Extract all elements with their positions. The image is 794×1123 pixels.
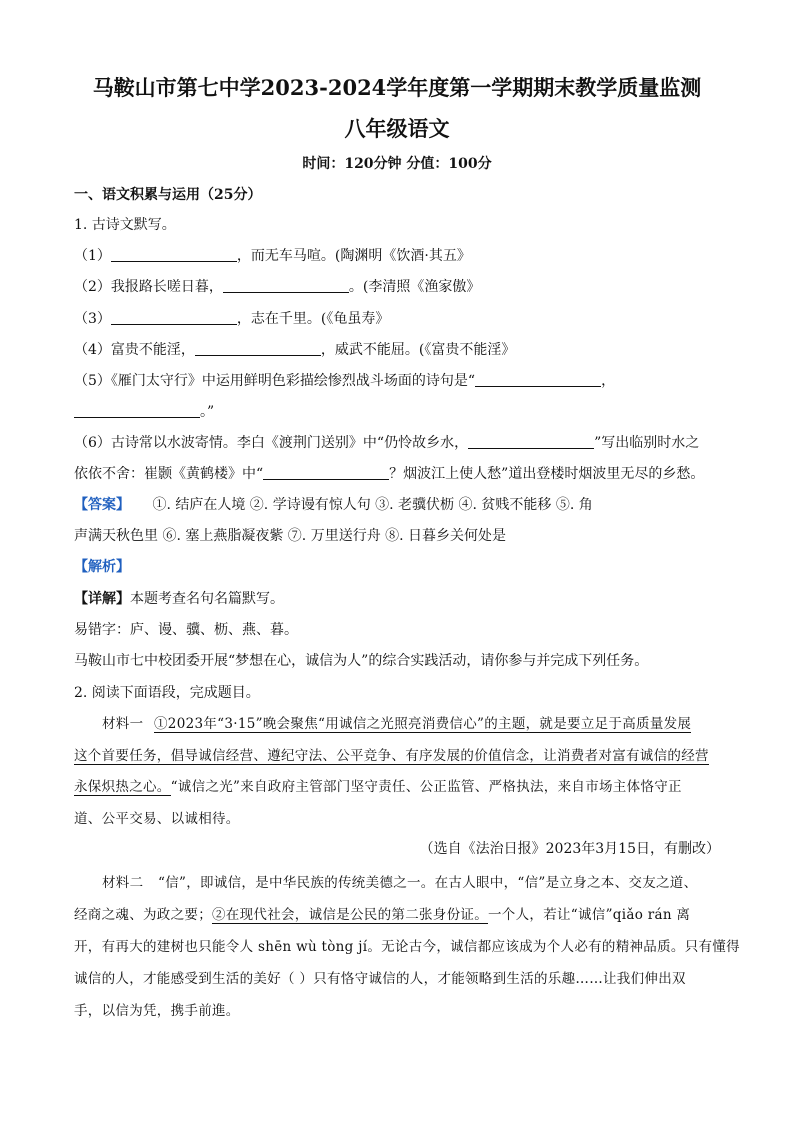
exam-meta: 时间：120分钟 分值：100分 — [302, 156, 492, 172]
item-text: （2）我报路长嗟日暮， — [74, 279, 223, 295]
question-1-item-1 — [74, 245, 471, 265]
question-1-item-4 — [74, 339, 515, 359]
detail-line — [74, 588, 284, 608]
item-text: ”写出临别时水之 — [594, 435, 700, 451]
item-text: 。(李清照《渔家傲》 — [348, 279, 481, 295]
typo-note: 易错字：庐、谩、骥、枥、燕、暮。 — [74, 622, 298, 638]
question-1-item-2 — [74, 276, 480, 296]
item-text: （1） — [74, 248, 111, 264]
item-text: 依依不舍：崔颢《黄鹤楼》中“ — [74, 466, 264, 482]
detail-tag: 【详解】 — [74, 591, 130, 607]
material-1-line-3 — [74, 775, 682, 795]
answer-blank[interactable] — [263, 465, 389, 480]
question-1-stem: 1. 古诗文默写。 — [74, 217, 176, 233]
answer-blank[interactable] — [468, 434, 594, 449]
material-sentence: 永保炽热之心。 — [74, 779, 171, 795]
page-subtitle: 八年级语文 — [344, 116, 450, 141]
detail-text: 本题考查名句名篇默写。 — [130, 591, 284, 607]
material-sentence: ②在现代社会，诚信是公民的第二张身份证。 — [212, 907, 488, 923]
material-sentence: 这个首要任务，倡导诚信经营、遵纪守法、公平竞争、有序发展的价值信念，让消费者对富有诚信的经营 — [74, 748, 709, 764]
activity-intro: 马鞍山市七中校团委开展“梦想在心，诚信为人”的综合实践活动，请你参与并完成下列任务。 — [74, 653, 649, 669]
item-text: （6）古诗常以水波寄情。李白《渡荆门送别》中“仍怜故乡水， — [74, 435, 469, 451]
material-sentence: “诚信之光”来自政府主管部门坚守责任、公正监管、严格执法，来自市场主体恪守正 — [170, 779, 682, 795]
material-2-line-1 — [102, 871, 697, 891]
item-text: ，志在千里。(《龟虽寿》 — [236, 311, 390, 327]
material-2-line-5: 手，以信为凭，携手前進。 — [74, 1003, 240, 1019]
material-1-source: （选自《法治日报》2023年3月15日，有删改） — [419, 841, 720, 857]
item-text: ，而无车马喧。(陶渊明《饮酒·其五》 — [236, 248, 471, 264]
answer-blank[interactable] — [195, 341, 321, 356]
material-sentence: “信”，即诚信，是中华民族的传统美德之一。在古人眼中，“信”是立身之本、交友之道、 — [158, 875, 698, 891]
question-2-stem: 2. 阅读下面语段，完成题目。 — [74, 685, 260, 701]
answer-blank[interactable] — [475, 372, 601, 387]
material-1-line-4: 道、公平交易、以诚相待。 — [74, 811, 240, 827]
question-1-item-6-cont — [74, 463, 704, 483]
answer-blank[interactable] — [223, 278, 349, 293]
material-2-line-3: 开，有再大的建树也只能令人 shēn wù tòng jí。无论古今，诚信都应该成为个人必有的精神品质。只有懂得 — [74, 939, 740, 955]
material-label: 材料二 — [102, 875, 144, 891]
question-1-item-6 — [74, 432, 699, 452]
question-1-item-5 — [74, 370, 615, 390]
answer-line-1 — [74, 494, 593, 514]
item-text: （4）富贵不能淫， — [74, 342, 195, 358]
item-text: ， — [601, 373, 616, 389]
material-label: 材料一 — [102, 716, 144, 732]
answer-line-2: 声满天秋色里 ⑥. 塞上燕脂凝夜紫 ⑦. 万里送行舟 ⑧. 日暮乡关何处是 — [74, 528, 507, 544]
material-sentence: 一个人，若让“诚信”qiǎo rán 离 — [488, 907, 691, 923]
material-sentence: 经商之魂、为政之要； — [74, 907, 212, 923]
page-title: 马鞍山市第七中学2023-2024学年度第一学期期末教学质量监测 — [92, 75, 702, 100]
question-1-item-3 — [74, 308, 389, 328]
answer-text: ①. 结庐在人境 ②. 学诗谩有惊人句 ③. 老骥伏枥 ④. 贫贱不能移 ⑤. 角 — [152, 497, 593, 513]
item-text: ，威武不能屈。(《富贵不能淫》 — [320, 342, 516, 358]
material-sentence: ①2023年“3·15”晚会聚焦“用诚信之光照亮消费信心”的主题，就是要立足于高质量发展 — [154, 716, 692, 732]
material-2-line-2 — [74, 903, 690, 923]
material-1-line-1 — [102, 712, 691, 732]
question-1-item-5-cont — [74, 401, 214, 421]
answer-blank[interactable] — [74, 403, 200, 418]
material-1-line-2 — [74, 744, 709, 764]
answer-blank[interactable] — [111, 247, 237, 262]
answer-tag: 【答案】 — [74, 497, 130, 513]
item-text: ？烟波江上使人愁”道出登楼时烟波里无尽的乡愁。 — [389, 466, 705, 482]
item-text: （3） — [74, 311, 111, 327]
analysis-tag: 【解析】 — [74, 559, 130, 575]
item-text: 。” — [200, 404, 215, 420]
item-text: （5）《雁门太守行》中运用鲜明色彩描绘惨烈战斗场面的诗句是“ — [74, 373, 476, 389]
answer-blank[interactable] — [111, 310, 237, 325]
material-2-line-4: 诚信的人，才能感受到生活的美好（ ）只有恪守诚信的人，才能领略到生活的乐趣……让我们伸出双 — [74, 971, 686, 987]
section-heading: 一、语文积累与运用（25分） — [74, 187, 262, 203]
